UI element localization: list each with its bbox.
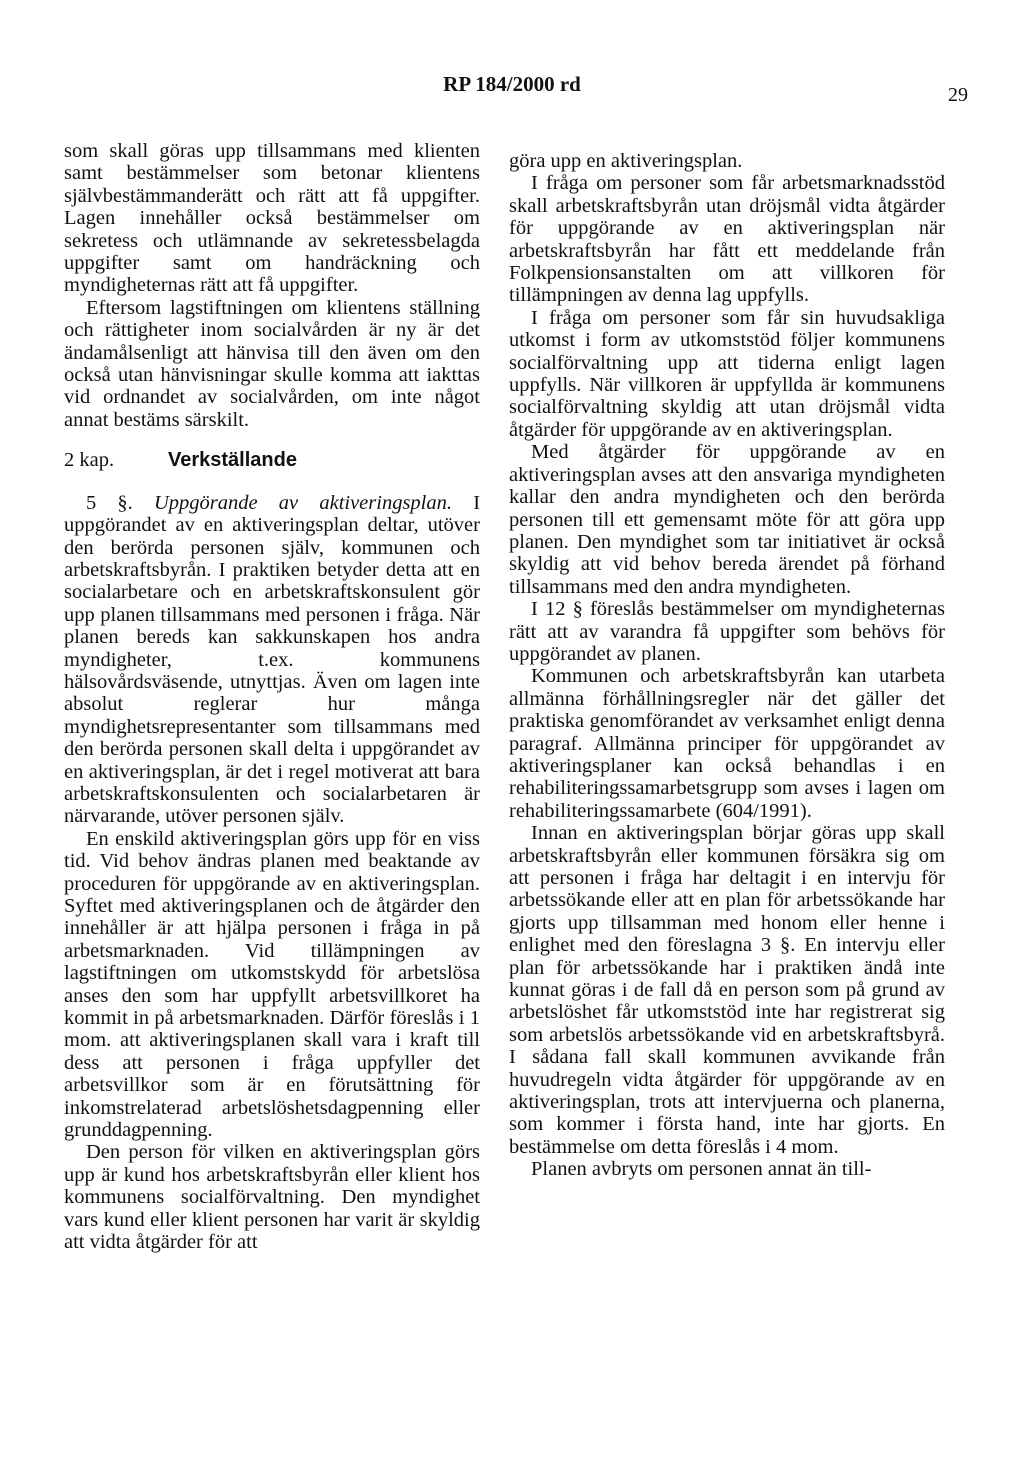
- section-heading: Uppgörande av aktiveringsplan.: [154, 491, 453, 514]
- paragraph: Kommunen och arbetskraftsbyrån kan utarbeta allmänna förhållningsregler när det gäller det praktiska genomförandet av verksamhet enligt denna paragraf. Allmänna principer för uppgörandet av aktiveringsplaner kan också behandlas i en rehabiliteringssamarbetsgrupp som avses i lagen om rehabiliteringssamarbete (604/1991).: [509, 665, 945, 822]
- section-text: I uppgörandet av en aktiveringsplan deltar, utöver den berörda personen själv, kommunen och arbetskraftsbyrån. I praktiken betyder detta att en socialarbetare och en arbetskraftskonsulent gör upp planen tillsammans med personen i fråga. När planen bereds kan sakkunskapen hos andra myndigheter, t.ex. kommunens hälsovårdsväsende, utnyttjas. Även om lagen inte absolut reglerar hur många myndighetsrepresentanter som tillsammans med den berörda personen skall delta i uppgörandet av en aktiveringsplan, är det i regel motiverat att bara arbetskraftskonsulenten och socialarbetaren är närvarande, utöver personen själv.: [64, 491, 481, 828]
- chapter-heading: [64, 449, 480, 471]
- paragraph: I fråga om personer som får sin huvudsakliga utkomst i form av utkomststöd följer kommunens socialförvaltning upp att tiderna enligt lagen uppfylls. När villkoren är uppfyllda är kommunens socialförvaltning skyldig att utan dröjsmål vidta åtgärder för uppgörande av en aktiveringsplan.: [509, 306, 945, 441]
- paragraph: I 12 § föreslås bestämmelser om myndigheternas rätt att av varandra få uppgifter som behövs för uppgörandet av planen.: [509, 598, 945, 665]
- running-header: RP 184/2000 rd: [443, 72, 581, 96]
- chapter-number: 2 kap.: [64, 449, 115, 472]
- paragraph: Den person för vilken en aktiveringsplan görs upp är kund hos arbetskraftsbyrån eller klient hos kommunens socialförvaltning. Den myndighet vars kund eller klient personen har varit är skyldig att vidta åtgärder för att: [64, 1141, 480, 1254]
- page-number: 29: [948, 84, 968, 106]
- section-number: 5 §.: [86, 491, 133, 514]
- paragraph: Eftersom lagstiftningen om klientens ställning och rättigheter inom socialvården är ny är det ändamålsenligt att hänvisa till den även om den också utan hänvisningar skulle komma att iakttas vid ordnandet av socialvården, om inte något annat bestäms särskilt.: [64, 296, 480, 431]
- section-paragraph: [64, 492, 480, 828]
- left-column: [64, 140, 480, 1254]
- paragraph: En enskild aktiveringsplan görs upp för en viss tid. Vid behov ändras planen med beaktande av proceduren för uppgörande av en aktiveringsplan. Syftet med aktiveringsplanen och de åtgärder den innehåller är att hjälpa personen i fråga in på arbetsmarknaden. Vid tillämpningen av lagstiftningen om utkomstskydd för arbetslösa anses den som har uppfyllt arbetsvillkoret ha kommit in på arbetsmarknaden. Därför föreslås i 1 mom. att aktiveringsplanen skall vara i kraft till dess att personen i fråga uppfyller det arbetsvillkor som är en förutsättning för inkomstrelaterad arbetslöshetsdagpenning eller grunddagpenning.: [64, 827, 480, 1142]
- paragraph: Med åtgärder för uppgörande av en aktiveringsplan avses att den ansvariga myndigheten kallar den andra myndigheten och den berörda personen till ett gemensamt möte för att göra upp planen. Den myndighet som tar initiativet är också skyldig att vid behov bereda ärendet på förhand tillsammans med den andra myndigheten.: [509, 441, 945, 598]
- paragraph: som skall göras upp tillsammans med klienten samt bestämmelser som betonar klientens självbestämmanderätt och rätt att få uppgifter. Lagen innehåller också bestämmelser om sekretess och utlämnande av sekretessbelagda uppgifter samt om handräckning och myndigheternas rätt att få uppgifter.: [64, 140, 480, 297]
- paragraph: göra upp en aktiveringsplan.: [509, 150, 743, 172]
- chapter-title: Verkställande: [168, 449, 297, 472]
- paragraph: I fråga om personer som får arbetsmarknadsstöd skall arbetskraftsbyrån utan dröjsmål vidta åtgärder för uppgörande av en aktiveringsplan när arbetskraftsbyrån har fått ett meddelande från Folkpensionsanstalten om att villkoren för tillämpningen av denna lag uppfylls.: [509, 172, 945, 307]
- paragraph: Planen avbryts om personen annat än till-: [531, 1158, 872, 1181]
- right-column: [509, 150, 945, 1181]
- paragraph: Innan en aktiveringsplan börjar göras upp skall arbetskraftsbyrån eller kommunen försäkra sig om att personen i fråga har deltagit i en intervju för arbetssökande eller att en plan för arbetssökande har gjorts upp tillsamman med honom eller henne i enlighet med den föreslagna 3 §. En intervju eller plan för arbetssökande har i praktiken ändå inte kunnat göras i de fall då en person som på grund av arbetslöshet får utkomststöd inte har registrerat sig som arbetslös arbetssökande vid en arbetskraftsbyrå. I sådana fall skall kommunen avvikande från huvudregeln vidta åtgärder för uppgörande av en aktiveringsplan, trots att intervjuerna och planerna, som kommer i första hand, inte har gjorts. En bestämmelse om detta föreslås i 4 mom.: [509, 822, 945, 1158]
